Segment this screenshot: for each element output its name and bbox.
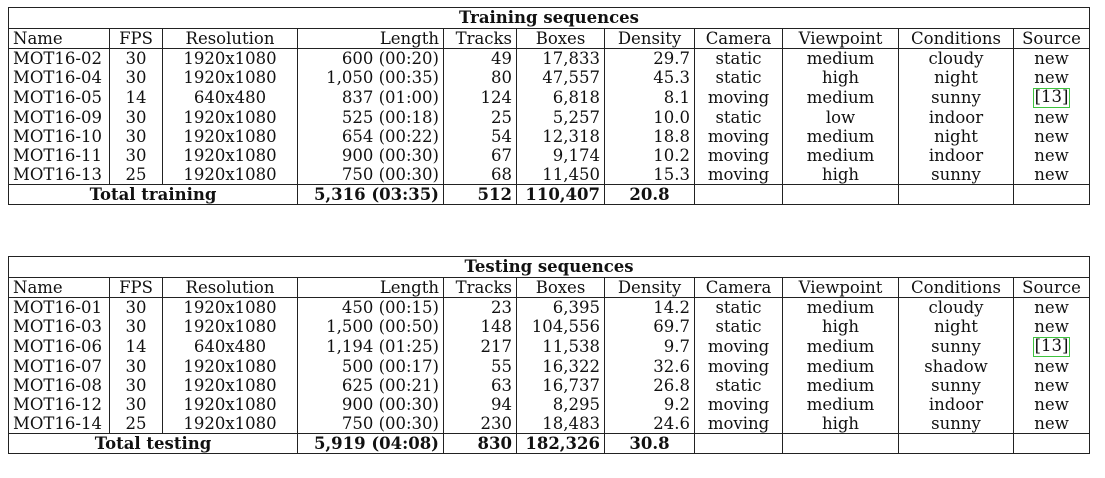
cell-viewpoint: medium (783, 395, 899, 414)
cell-fps: 30 (110, 146, 163, 165)
cell-length: 500 (00:17) (298, 357, 444, 376)
cell-density: 18.8 (605, 127, 695, 146)
cell-tracks: 124 (444, 87, 517, 108)
testing-table-container (8, 256, 1089, 454)
column-header-resolution: Resolution (163, 278, 298, 298)
cell-viewpoint: low (783, 108, 899, 127)
column-header-camera: Camera (695, 29, 783, 49)
cell-conditions: night (899, 317, 1014, 336)
table-row (9, 414, 1090, 434)
cell-conditions: sunny (899, 414, 1014, 434)
cell-viewpoint: medium (783, 127, 899, 146)
column-header-boxes: Boxes (517, 278, 605, 298)
cell-boxes: 16,322 (517, 357, 605, 376)
cell-source: new (1014, 317, 1090, 336)
cell-source: new (1014, 376, 1090, 395)
cell-name: MOT16-07 (9, 357, 110, 376)
cell-source: new (1014, 298, 1090, 318)
total-density: 30.8 (605, 434, 695, 454)
total-empty-cell (783, 434, 899, 454)
cell-length: 900 (00:30) (298, 146, 444, 165)
cell-source: new (1014, 395, 1090, 414)
cell-boxes: 5,257 (517, 108, 605, 127)
training-sequences-table (8, 7, 1090, 205)
cell-name: MOT16-12 (9, 395, 110, 414)
cell-fps: 30 (110, 357, 163, 376)
cell-camera: moving (695, 127, 783, 146)
table-caption: Training sequences (9, 8, 1090, 29)
cell-length: 1,050 (00:35) (298, 68, 444, 87)
cell-length: 600 (00:20) (298, 49, 444, 69)
total-tracks: 512 (444, 185, 517, 205)
cell-density: 14.2 (605, 298, 695, 318)
cell-conditions: cloudy (899, 49, 1014, 69)
cell-tracks: 80 (444, 68, 517, 87)
cell-source: new (1014, 108, 1090, 127)
table-row (9, 108, 1090, 127)
cell-camera: static (695, 68, 783, 87)
cell-name: MOT16-05 (9, 87, 110, 108)
cell-camera: moving (695, 414, 783, 434)
cell-resolution: 1920x1080 (163, 298, 298, 318)
cell-camera: moving (695, 357, 783, 376)
cell-source: new (1014, 146, 1090, 165)
cell-tracks: 217 (444, 336, 517, 357)
total-density: 20.8 (605, 185, 695, 205)
cell-camera: moving (695, 87, 783, 108)
column-header-camera: Camera (695, 278, 783, 298)
cell-name: MOT16-06 (9, 336, 110, 357)
cell-resolution: 1920x1080 (163, 414, 298, 434)
table-row (9, 127, 1090, 146)
citation-link[interactable]: [13] (1034, 336, 1069, 355)
table-row (9, 298, 1090, 318)
total-empty-cell (1014, 434, 1090, 454)
cell-source: new (1014, 68, 1090, 87)
table-row (9, 146, 1090, 165)
cell-density: 29.7 (605, 49, 695, 69)
cell-fps: 30 (110, 127, 163, 146)
cell-boxes: 47,557 (517, 68, 605, 87)
cell-camera: static (695, 108, 783, 127)
column-header-source: Source (1014, 29, 1090, 49)
cell-tracks: 49 (444, 49, 517, 69)
cell-camera: moving (695, 336, 783, 357)
cell-viewpoint: medium (783, 336, 899, 357)
cell-length: 654 (00:22) (298, 127, 444, 146)
cell-tracks: 68 (444, 165, 517, 185)
cell-camera: static (695, 49, 783, 69)
cell-fps: 14 (110, 336, 163, 357)
cell-tracks: 55 (444, 357, 517, 376)
cell-name: MOT16-02 (9, 49, 110, 69)
cell-conditions: sunny (899, 336, 1014, 357)
column-header-boxes: Boxes (517, 29, 605, 49)
cell-viewpoint: medium (783, 87, 899, 108)
total-length: 5,919 (04:08) (298, 434, 444, 454)
cell-name: MOT16-10 (9, 127, 110, 146)
cell-conditions: indoor (899, 108, 1014, 127)
cell-source (1014, 87, 1090, 108)
cell-boxes: 6,818 (517, 87, 605, 108)
cell-conditions: indoor (899, 146, 1014, 165)
table-caption: Testing sequences (9, 257, 1090, 278)
total-boxes: 182,326 (517, 434, 605, 454)
total-length: 5,316 (03:35) (298, 185, 444, 205)
cell-density: 10.2 (605, 146, 695, 165)
total-boxes: 110,407 (517, 185, 605, 205)
cell-conditions: night (899, 68, 1014, 87)
cell-tracks: 23 (444, 298, 517, 318)
cell-fps: 25 (110, 165, 163, 185)
cell-name: MOT16-13 (9, 165, 110, 185)
column-header-name: Name (9, 29, 110, 49)
cell-conditions: indoor (899, 395, 1014, 414)
cell-length: 625 (00:21) (298, 376, 444, 395)
table-row (9, 376, 1090, 395)
total-tracks: 830 (444, 434, 517, 454)
cell-fps: 30 (110, 108, 163, 127)
column-header-fps: FPS (110, 29, 163, 49)
cell-viewpoint: medium (783, 357, 899, 376)
cell-boxes: 12,318 (517, 127, 605, 146)
table-row (9, 395, 1090, 414)
cell-length: 1,500 (00:50) (298, 317, 444, 336)
table-row (9, 336, 1090, 357)
total-row (9, 434, 1090, 454)
cell-camera: moving (695, 165, 783, 185)
cell-name: MOT16-04 (9, 68, 110, 87)
cell-name: MOT16-11 (9, 146, 110, 165)
cell-boxes: 16,737 (517, 376, 605, 395)
table-row (9, 87, 1090, 108)
cell-resolution: 1920x1080 (163, 376, 298, 395)
column-header-density: Density (605, 278, 695, 298)
cell-source (1014, 336, 1090, 357)
table-row (9, 357, 1090, 376)
cell-conditions: sunny (899, 87, 1014, 108)
cell-density: 15.3 (605, 165, 695, 185)
cell-tracks: 148 (444, 317, 517, 336)
cell-name: MOT16-08 (9, 376, 110, 395)
column-header-source: Source (1014, 278, 1090, 298)
cell-conditions: cloudy (899, 298, 1014, 318)
cell-length: 900 (00:30) (298, 395, 444, 414)
cell-name: MOT16-03 (9, 317, 110, 336)
column-header-conditions: Conditions (899, 278, 1014, 298)
cell-name: MOT16-01 (9, 298, 110, 318)
column-header-length: Length (298, 29, 444, 49)
cell-conditions: night (899, 127, 1014, 146)
cell-viewpoint: medium (783, 298, 899, 318)
cell-tracks: 67 (444, 146, 517, 165)
column-header-length: Length (298, 278, 444, 298)
cell-density: 24.6 (605, 414, 695, 434)
table-row (9, 49, 1090, 69)
cell-resolution: 1920x1080 (163, 108, 298, 127)
table-row (9, 68, 1090, 87)
cell-resolution: 1920x1080 (163, 357, 298, 376)
cell-resolution: 1920x1080 (163, 49, 298, 69)
cell-viewpoint: medium (783, 49, 899, 69)
cell-fps: 14 (110, 87, 163, 108)
cell-density: 69.7 (605, 317, 695, 336)
cell-density: 9.7 (605, 336, 695, 357)
cell-boxes: 17,833 (517, 49, 605, 69)
cell-density: 32.6 (605, 357, 695, 376)
cell-source: new (1014, 414, 1090, 434)
column-header-density: Density (605, 29, 695, 49)
cell-source: new (1014, 127, 1090, 146)
cell-fps: 30 (110, 376, 163, 395)
cell-boxes: 11,450 (517, 165, 605, 185)
column-header-tracks: Tracks (444, 278, 517, 298)
cell-density: 45.3 (605, 68, 695, 87)
cell-camera: moving (695, 395, 783, 414)
cell-camera: moving (695, 146, 783, 165)
cell-length: 750 (00:30) (298, 414, 444, 434)
cell-length: 450 (00:15) (298, 298, 444, 318)
cell-fps: 25 (110, 414, 163, 434)
table-body (9, 298, 1090, 454)
cell-viewpoint: high (783, 68, 899, 87)
citation-link[interactable]: [13] (1034, 87, 1069, 106)
cell-viewpoint: high (783, 317, 899, 336)
header-row (9, 29, 1090, 49)
cell-camera: static (695, 317, 783, 336)
column-header-viewpoint: Viewpoint (783, 29, 899, 49)
cell-resolution: 1920x1080 (163, 146, 298, 165)
cell-boxes: 18,483 (517, 414, 605, 434)
total-empty-cell (1014, 185, 1090, 205)
cell-fps: 30 (110, 68, 163, 87)
cell-fps: 30 (110, 298, 163, 318)
cell-viewpoint: high (783, 165, 899, 185)
cell-boxes: 11,538 (517, 336, 605, 357)
column-header-fps: FPS (110, 278, 163, 298)
cell-name: MOT16-14 (9, 414, 110, 434)
cell-tracks: 230 (444, 414, 517, 434)
cell-name: MOT16-09 (9, 108, 110, 127)
cell-viewpoint: medium (783, 376, 899, 395)
total-empty-cell (899, 434, 1014, 454)
cell-density: 8.1 (605, 87, 695, 108)
cell-resolution: 640x480 (163, 87, 298, 108)
total-empty-cell (899, 185, 1014, 205)
cell-tracks: 94 (444, 395, 517, 414)
total-empty-cell (695, 185, 783, 205)
total-row (9, 185, 1090, 205)
column-header-name: Name (9, 278, 110, 298)
testing-sequences-table (8, 256, 1090, 454)
column-header-tracks: Tracks (444, 29, 517, 49)
cell-viewpoint: high (783, 414, 899, 434)
cell-boxes: 104,556 (517, 317, 605, 336)
cell-tracks: 25 (444, 108, 517, 127)
total-label: Total testing (9, 434, 298, 454)
column-header-viewpoint: Viewpoint (783, 278, 899, 298)
cell-source: new (1014, 49, 1090, 69)
cell-density: 10.0 (605, 108, 695, 127)
cell-fps: 30 (110, 317, 163, 336)
total-empty-cell (695, 434, 783, 454)
cell-length: 750 (00:30) (298, 165, 444, 185)
table-body (9, 49, 1090, 205)
cell-tracks: 54 (444, 127, 517, 146)
total-empty-cell (783, 185, 899, 205)
cell-boxes: 9,174 (517, 146, 605, 165)
cell-length: 1,194 (01:25) (298, 336, 444, 357)
cell-source: new (1014, 165, 1090, 185)
column-header-resolution: Resolution (163, 29, 298, 49)
column-header-conditions: Conditions (899, 29, 1014, 49)
cell-viewpoint: medium (783, 146, 899, 165)
cell-fps: 30 (110, 395, 163, 414)
table-row (9, 317, 1090, 336)
training-table-container (8, 7, 1089, 205)
cell-resolution: 1920x1080 (163, 317, 298, 336)
header-row (9, 278, 1090, 298)
cell-conditions: sunny (899, 376, 1014, 395)
cell-resolution: 1920x1080 (163, 165, 298, 185)
cell-fps: 30 (110, 49, 163, 69)
cell-tracks: 63 (444, 376, 517, 395)
cell-resolution: 1920x1080 (163, 395, 298, 414)
total-label: Total training (9, 185, 298, 205)
cell-length: 837 (01:00) (298, 87, 444, 108)
cell-boxes: 6,395 (517, 298, 605, 318)
cell-conditions: sunny (899, 165, 1014, 185)
cell-density: 9.2 (605, 395, 695, 414)
cell-conditions: shadow (899, 357, 1014, 376)
cell-resolution: 1920x1080 (163, 68, 298, 87)
cell-boxes: 8,295 (517, 395, 605, 414)
cell-length: 525 (00:18) (298, 108, 444, 127)
cell-source: new (1014, 357, 1090, 376)
cell-camera: static (695, 298, 783, 318)
cell-camera: static (695, 376, 783, 395)
table-row (9, 165, 1090, 185)
cell-density: 26.8 (605, 376, 695, 395)
cell-resolution: 640x480 (163, 336, 298, 357)
cell-resolution: 1920x1080 (163, 127, 298, 146)
